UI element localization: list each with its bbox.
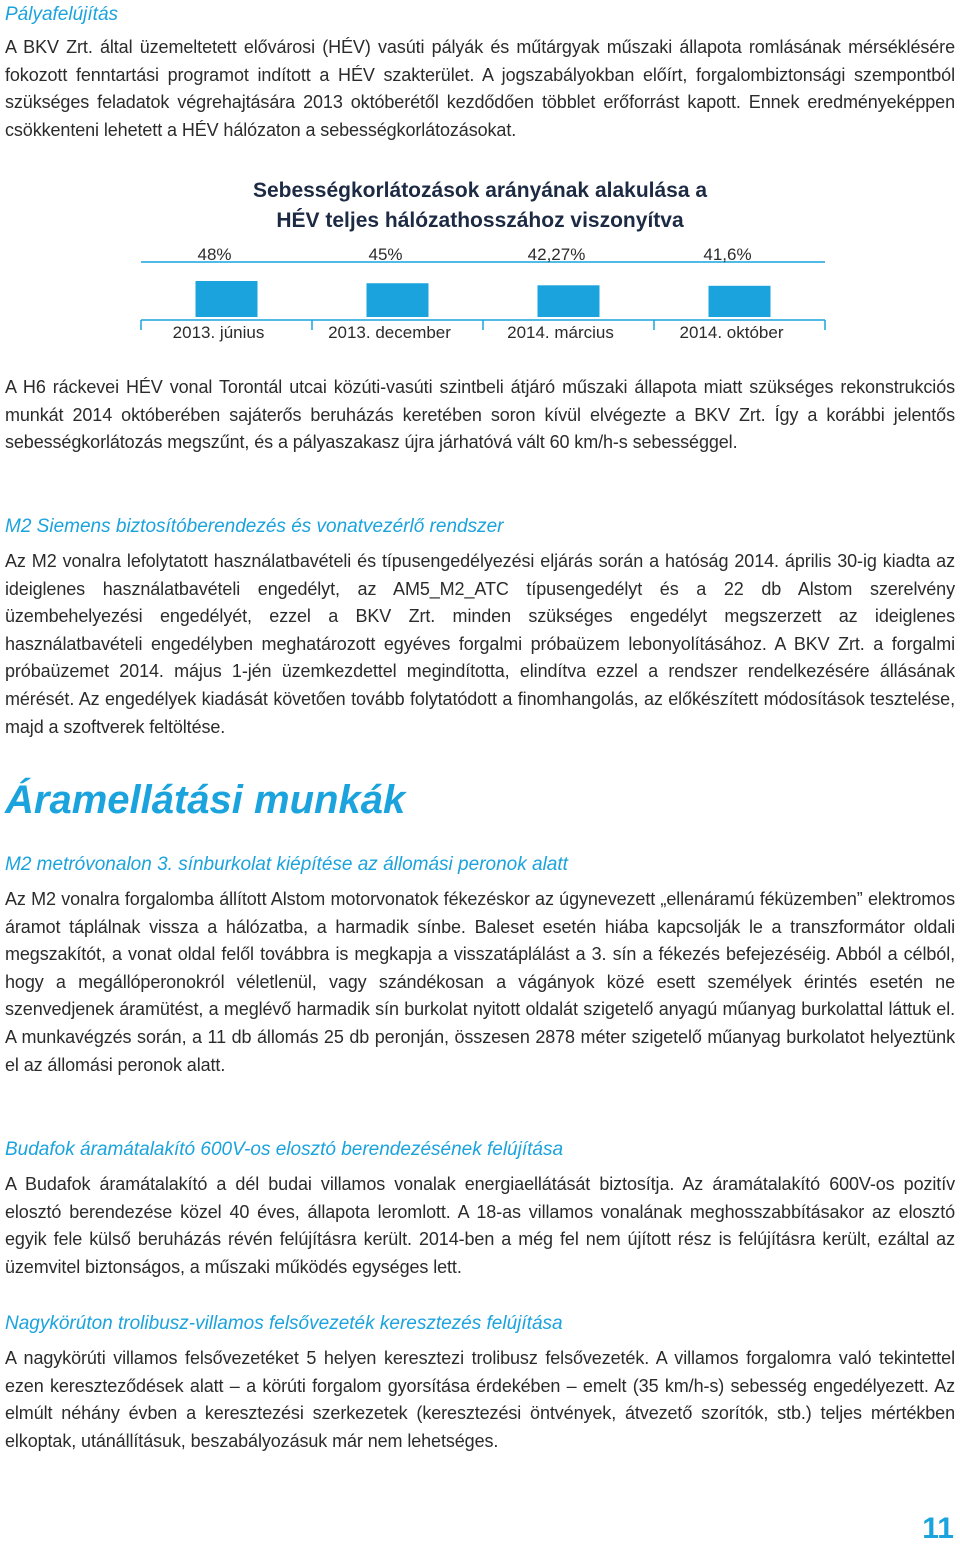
big-heading: Áramellátási munkák [5, 778, 406, 822]
chart-value-label: 45% [368, 245, 403, 264]
chart-category-label: 2014. október [679, 323, 784, 342]
section-paragraph: A BKV Zrt. által üzemeltetett elővárosi (HÉV) vasúti pályák és műtárgyak műszaki állapota romlásának mérséklésére fokozott fenntartási programot indított a HÉV szakterület. A jogszabályokban előírt, forgalombiztonsági szempontból szükséges feladatok végrehajtására 2013 októberétől kezdődően többlet erőforrást kapott. Ennek eredményeképpen csökkenteni lehetett a HÉV hálózaton a sebességkorlátozásokat. [5, 37, 955, 140]
chart-category-label: 2013. december [328, 323, 451, 342]
m2-metro-heading: M2 metróvonalon 3. sínburkolat kiépítése az állomási peronok alatt [5, 854, 568, 875]
nagykorut-paragraph: A nagykörúti villamos felsővezetéket 5 helyen keresztezi trolibusz felsővezeték. A villamos forgalomra való tekintettel ezen kereszteződések alatt – a körúti forgalom gyorsítása érdekében – emelt (35 km/h-s) sebesség engedélyezett. Az elmúlt néhány évben a keresztezési szerkezetek (keresztezési öntvények, átvezető szorítók, stb.) teljes mértékben elkoptak, utánállításuk, beszabályozásuk már nem lehetséges. [5, 1348, 955, 1451]
chart-bar [367, 283, 429, 317]
section-nagykorut [5, 1311, 955, 1455]
chart-category-label: 2013. június [172, 323, 265, 342]
budafok-paragraph: A Budafok áramátalakító a dél budai villamos vonalak energiaellátását biztosítja. Az áramátalakító 600V-os pozitív elosztó berendezése közel 40 éves, állapota leromlott. A 18-as villamos vonalának meghosszabbításakor az elosztó egyik fele külső beruházás révén felújításra került. 2014-ben a még fel nem újított rész is felújításra került, ezáltal az üzemvitel biztonságos, a műszaki működés egységes lett. [5, 1174, 955, 1277]
budafok-heading: Budafok áramátalakító 600V-os elosztó berendezésének felújítása [5, 1139, 564, 1160]
chart-title-line1: Sebességkorlátozások arányának alakulása a [252, 179, 708, 202]
section-aramellatas [5, 775, 955, 825]
m2-siemens-heading: M2 Siemens biztosítóberendezés és vonatvezérlő rendszer [5, 516, 504, 537]
chart-svg [5, 176, 955, 356]
chart-title-line2: HÉV teljes hálózathosszához viszonyítva [276, 209, 684, 232]
section-heading: Pályafelújítás [5, 4, 119, 25]
m2-metro-paragraph: Az M2 vonalra forgalomba állított Alstom motorvonatok fékezéskor az úgynevezett „ellenáramú féküzemben” elektromos áramot táplálnak vissza a hálózatba, a harmadik sínbe. Baleset esetén hiába kapcsolják le a transzformátor oldali megszakítót, a vonat oldal felől továbbra is megkapja a visszatáplálást a 3. sín a fékezés befejezéséig. Abból a célból, hogy a megállóperonokról véletlenül, vagy szándékosan a vágányok közé esett személyek érintés esetén ne szenvedjenek áramütést, a meglévő harmadik sín burkolat nyitott oldalát szigetelő anyagú műanyag burkolattal láttuk el. A munkavégzés során, a 11 db állomás 25 db peronján, összesen 2878 méter szigetelő műanyag burkolatot helyeztünk el az állomási peronok alatt. [5, 889, 955, 1075]
m2-siemens-paragraph: Az M2 vonalra lefolytatott használatbavételi és típusengedélyezési eljárás során a hatóság 2014. április 30-ig kiadta az ideiglenes használatbavételi engedélyt, az AM5_M2_ATC típusengedélyt és a 22 db Alstom szerelvény üzembehelyezési engedélyét, ezzel a BKV Zrt. minden szükséges engedélyt megszerzett az ideiglenes használatbavételi engedélyben meghatározott egyéves forgalmi próbaüzem lebonyolításához. A BKV Zrt. a forgalmi próbaüzemet 2014. május 1-jén üzemkezdettel megindította, elindítva ezzel a rendszer rendelkezésére állásának mérését. Az engedélyek kiadását követően tovább folytatódott a finomhangolás, az előkészített módosítások tesztelése, majd a szoftverek feltöltése. [5, 551, 955, 737]
section-m2-metro [5, 852, 955, 1079]
nagykorut-heading: Nagykörúton trolibusz-villamos felsővezeték keresztezés felújítása [5, 1313, 563, 1334]
speed-restriction-chart [5, 176, 955, 356]
section-h6 [5, 374, 955, 457]
chart-bar [196, 281, 258, 317]
section-m2-siemens [5, 514, 955, 741]
chart-bar [538, 285, 600, 317]
chart-value-label: 41,6% [703, 245, 752, 264]
section-budafok [5, 1137, 955, 1281]
chart-value-label: 42,27% [527, 245, 586, 264]
h6-paragraph: A H6 ráckevei HÉV vonal Torontál utcai közúti-vasúti szintbeli átjáró műszaki állapota miatt szükséges rekonstrukciós munkát 2014 októberében sajáterős beruházás keretében soron kívül elvégezte a BKV Zrt. Így a korábbi jelentős sebességkorlátozás megszűnt, és a pályaszakasz újra járhatóvá vált 60 km/h-s sebességgel. [5, 377, 955, 453]
chart-bar [709, 286, 771, 317]
chart-category-label: 2014. március [507, 323, 614, 342]
chart-value-label: 48% [197, 245, 232, 264]
page-number: 11 [922, 1512, 954, 1545]
section-palyafelujitas [5, 2, 955, 144]
